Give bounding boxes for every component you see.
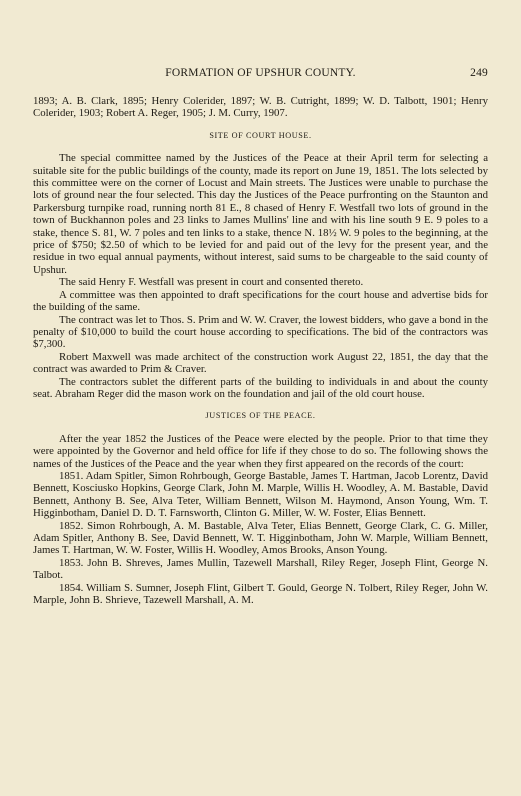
justices-list-1852: 1852. Simon Rohrbough, A. M. Bastable, Alva Teter, Elias Bennett, George Clark, C. G. Miller, Adam Spitler, Anthony B. See, David Bennett, W. T. Higginbotham, John W. Marple, William Bennett, James T. Hartman, W. W. Foster, Willis H. Woodley, Amos Brooks, Anson Young. <box>33 519 488 557</box>
justices-list-1854: 1854. William S. Sumner, Joseph Flint, Gilbert T. Gould, George N. Tolbert, Riley Reger, John W. Marple, John B. Shrieve, Tazewell Marshall, A. M. <box>33 581 488 607</box>
paragraph: The contractors sublet the different parts of the building to individuals in and about the county seat. Abraham Reger did the mason work on the foundation and jail of the old court house. <box>33 375 488 400</box>
intro-paragraph: 1893; A. B. Clark, 1895; Henry Colerider, 1897; W. B. Cutright, 1899; W. D. Talbott, 1901; Henry Colerider, 1903; Robert A. Reger, 1905; J. M. Curry, 1907. <box>33 95 488 120</box>
section-heading-site-of-court-house: SITE OF COURT HOUSE. <box>209 130 312 140</box>
running-title: FORMATION OF UPSHUR COUNTY. <box>165 67 356 79</box>
page-number: 249 <box>470 67 488 79</box>
paragraph: The special committee named by the Justices of the Peace at their April term for selecting a suitable site for the public buildings of the county, made its report on June 19, 1851. The lots selected by this committee were on the corner of Locust and Main streets. The Justices were unable to purchase the lots of ground near the four selected. This day the Justices of the Peace purfronting on the Staunton and Parkersburg turnpike road, running north 81 E., 8 chased of Henry F. Westfall two lots of ground in the town of Buckhannon poles and 23 links to James Mullins' line and with his line south 9 E. 9 poles to a stake, thence S. 81, W. 7 poles and ten links to a stake, thence N. 18½ W. 9 poles to the beginning, at the price of $750; $2.50 of which to be levied for and paid out of the levy for the present year, and the residue in two equal annual payments, without interest, said sums to be chargeable to the said county of Upshur. <box>33 152 488 276</box>
paragraph: A committee was then appointed to draft specifications for the court house and advertise bids for the building of the same. <box>33 288 488 314</box>
running-header <box>33 67 488 81</box>
paragraph: Robert Maxwell was made architect of the construction work August 22, 1851, the day that the contract was awarded to Prim & Craver. <box>33 350 488 376</box>
justices-list-1851: 1851. Adam Spitler, Simon Rohrbough, George Bastable, James T. Hartman, Jacob Lorentz, David Bennett, Kosciusko Hopkins, George Clark, John M. Marple, Willis H. Woodley, A. M. Bastable, David Bennett, Anthony B. See, Alva Teter, William Bennett, Wilson M. Haymond, Anson Young, Wm. T. Higginbotham, Daniel D. D. T. Farnsworth, Clinton G. Miller, W. W. Foster, Elias Bennett. <box>33 469 488 520</box>
justices-list-1853: 1853. John B. Shreves, James Mullin, Tazewell Marshall, Riley Reger, Joseph Flint, George N. Talbot. <box>33 556 488 582</box>
page-body <box>33 95 488 606</box>
paragraph: After the year 1852 the Justices of the Peace were elected by the people. Prior to that time they were appointed by the Governor and held office for life if they chose to do so. The following shows the names of the Justices of the Peace and the year when they first appeared on the records of the court: <box>33 432 488 470</box>
section-heading-justices-of-the-peace: JUSTICES OF THE PEACE. <box>205 411 316 421</box>
paragraph: The contract was let to Thos. S. Prim and W. W. Craver, the lowest bidders, who gave a bond in the penalty of $10,000 to build the court house according to specifications. The bid of the contractors was $7,300. <box>33 313 488 351</box>
paragraph: The said Henry F. Westfall was present in court and consented thereto. <box>59 276 364 289</box>
